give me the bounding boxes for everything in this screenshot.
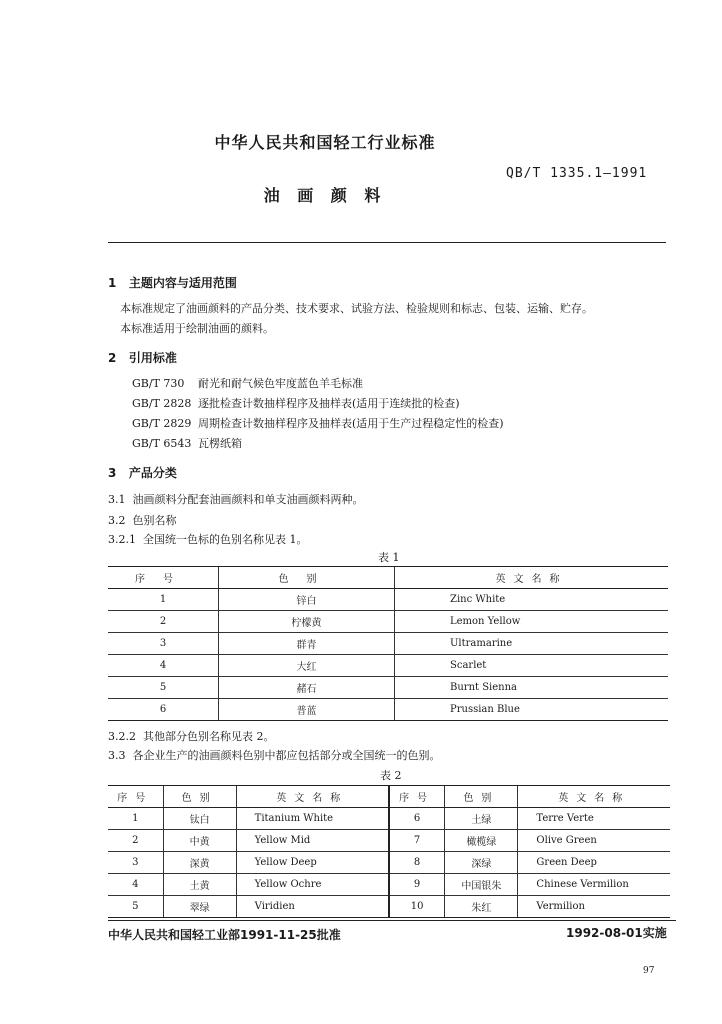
effective-date: 1992-08-01实施 [566, 926, 667, 940]
table-row: 5 翠绿 Viridien 10 朱红 Vermilion [108, 896, 670, 918]
section-3-title: 产品分类 [128, 466, 177, 480]
section-1-heading [108, 274, 237, 291]
section-2-heading [108, 349, 177, 366]
footer-rule [108, 920, 676, 921]
clause-3-2-1: 3.2.1 全国统一色标的色别名称见表 1。 [108, 533, 308, 546]
section-3-heading [108, 464, 177, 481]
section-2-number: 2 [108, 351, 117, 365]
table-2 [108, 785, 670, 918]
reference-item: GB/T 6543 瓦楞纸箱 [132, 437, 242, 450]
section-1-number: 1 [108, 276, 117, 290]
table-row: 5 赭石 Burnt Sienna [108, 677, 668, 699]
table-row: 6 普蓝 Prussian Blue [108, 699, 668, 721]
clause-3-2: 3.2 色别名称 [108, 514, 177, 527]
document-title: 油 画 颜 料 [263, 186, 387, 205]
table-row: 3 深黄 Yellow Deep 8 深绿 Green Deep [108, 852, 670, 874]
section-2-title: 引用标准 [128, 351, 177, 365]
table-row: 1 钛白 Titanium White 6 土绿 Terre Verte [108, 808, 670, 830]
publisher-heading: 中华人民共和国轻工行业标准 [214, 133, 436, 152]
clause-3-1: 3.1 油画颜料分配套油画颜料和单支油画颜料两种。 [108, 493, 364, 506]
reference-item: GB/T 730 耐光和耐气候色牢度蓝色羊毛标准 [132, 377, 363, 390]
table-header-row: 序号 色别 英文名称 序号 色别 英文名称 [108, 786, 670, 808]
table-row: 4 土黄 Yellow Ochre 9 中国银朱 Chinese Vermilion [108, 874, 670, 896]
clause-3-2-2: 3.2.2 其他部分色别名称见表 2。 [108, 730, 275, 743]
section-1-line-1: 本标准规定了油画颜料的产品分类、技术要求、试验方法、检验规则和标志、包装、运输、贮存。 [120, 302, 593, 315]
approval-line: 中华人民共和国轻工业部1991-11-25批准 [108, 928, 341, 942]
table-row: 4 大红 Scarlet [108, 655, 668, 677]
table-1 [108, 566, 668, 721]
table-2-caption: 表 2 [380, 769, 402, 782]
table-row: 2 中黄 Yellow Mid 7 橄榄绿 Olive Green [108, 830, 670, 852]
section-3-number: 3 [108, 466, 117, 480]
table-1-caption: 表 1 [378, 551, 400, 564]
clause-3-3: 3.3 各企业生产的油画颜料色别中都应包括部分或全国统一的色别。 [108, 749, 441, 762]
standard-code: QB/T 1335.1—1991 [506, 166, 648, 181]
page-number: 97 [643, 966, 655, 976]
table-row: 3 群青 Ultramarine [108, 633, 668, 655]
reference-item: GB/T 2829 周期检查计数抽样程序及抽样表(适用于生产过程稳定性的检查) [132, 417, 504, 430]
section-1-line-2: 本标准适用于绘制油画的颜料。 [120, 322, 274, 335]
reference-item: GB/T 2828 逐批检查计数抽样程序及抽样表(适用于连续批的检查) [132, 397, 460, 410]
table-row: 1 锌白 Zinc White [108, 589, 668, 611]
section-1-title: 主题内容与适用范围 [128, 276, 237, 290]
header-rule [108, 242, 666, 243]
reference-list [132, 374, 504, 454]
table-row: 2 柠檬黄 Lemon Yellow [108, 611, 668, 633]
table-header-row: 序号 色别 英文名称 [108, 567, 668, 589]
